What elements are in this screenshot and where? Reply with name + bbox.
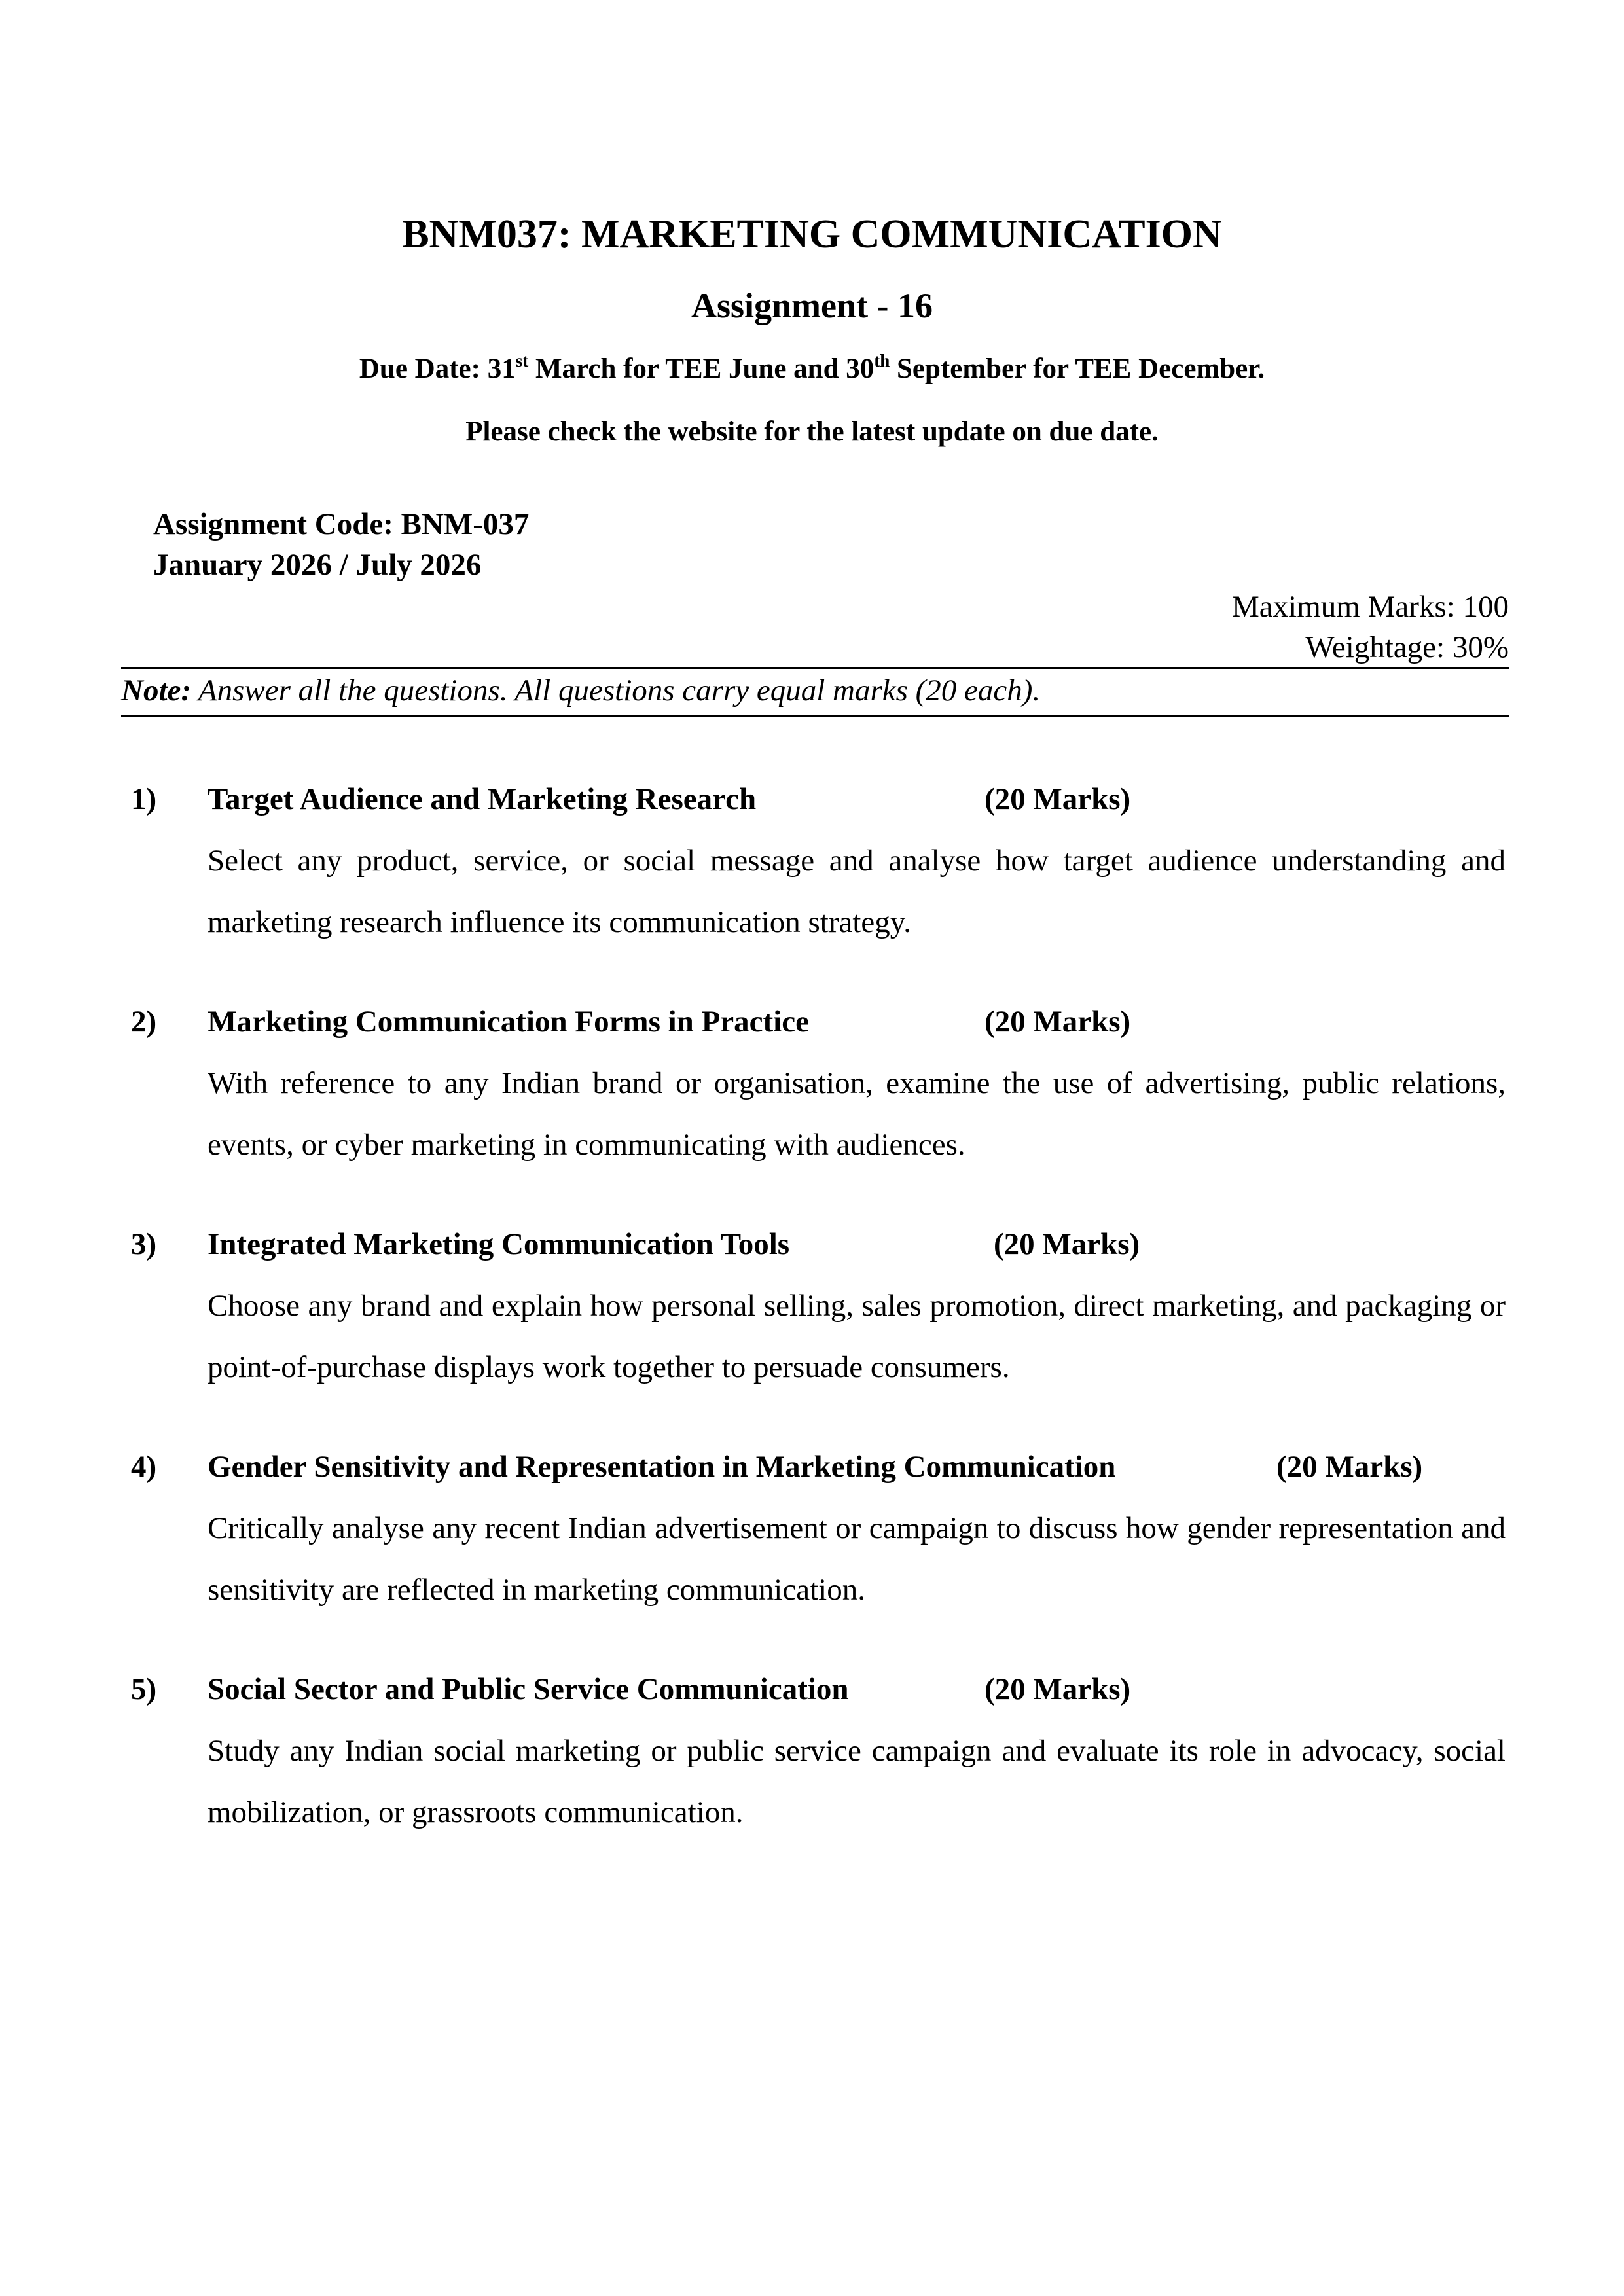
maximum-marks: Maximum Marks: 100 — [1232, 590, 1509, 624]
question-item — [0, 1221, 1624, 1384]
question-number: 1) — [131, 782, 157, 816]
note-label: Note: — [121, 673, 192, 708]
question-item — [0, 999, 1624, 1162]
note — [121, 670, 1040, 711]
assignment-code: Assignment Code: BNM-037 — [153, 507, 530, 541]
question-title: Marketing Communication Forms in Practice — [208, 1005, 809, 1039]
note-top-divider — [121, 667, 1509, 669]
question-number: 2) — [131, 1005, 157, 1039]
marks-block — [1232, 586, 1509, 668]
question-marks: (20 Marks) — [1276, 1450, 1423, 1484]
question-marks: (20 Marks) — [984, 1005, 1131, 1039]
due-date-suffix: September for TEE December. — [890, 353, 1265, 384]
question-title: Integrated Marketing Communication Tools — [208, 1227, 790, 1261]
question-heading — [0, 776, 1624, 822]
assignment-code-block — [153, 504, 529, 585]
update-note: Please check the website for the latest update on due date. — [465, 416, 1159, 447]
weightage: Weightage: 30% — [1305, 630, 1509, 664]
due-date-sup-st: st — [515, 351, 529, 370]
question-heading — [0, 1221, 1624, 1267]
question-item — [0, 1444, 1624, 1607]
question-body: Choose any brand and explain how personal selling, sales promotion, direct marketing, and packaging or point-of-purchase displays work together to persuade consumers. — [208, 1289, 1506, 1384]
question-body: Study any Indian social marketing or public service campaign and evaluate its role in advocacy, social mobilization, or grassroots communication. — [208, 1734, 1506, 1829]
due-date-middle: March for TEE June and 30 — [528, 353, 875, 384]
question-body: Critically analyse any recent Indian advertisement or campaign to discuss how gender representation and sensitivity are reflected in marketing communication. — [208, 1511, 1506, 1607]
note-bottom-divider — [121, 715, 1509, 717]
question-heading — [0, 999, 1624, 1045]
note-text: Answer all the questions. All questions carry equal marks (20 each). — [191, 673, 1041, 708]
assignment-number: Assignment - 16 — [691, 286, 933, 325]
question-number: 4) — [131, 1450, 157, 1484]
question-heading — [0, 1666, 1624, 1712]
question-item — [0, 776, 1624, 939]
question-marks: (20 Marks) — [984, 782, 1131, 816]
question-body: With reference to any Indian brand or organisation, examine the use of advertising, public relations, events, or cyber marketing in communicating with audiences. — [208, 1066, 1506, 1162]
question-title: Target Audience and Marketing Research — [208, 782, 757, 816]
due-date — [0, 350, 1624, 389]
question-title: Gender Sensitivity and Representation in Marketing Communication — [208, 1450, 1116, 1484]
due-date-prefix: Due Date: 31 — [359, 353, 516, 384]
page-title: BNM037: MARKETING COMMUNICATION — [402, 212, 1222, 257]
question-marks: (20 Marks) — [994, 1227, 1140, 1261]
question-item — [0, 1666, 1624, 1829]
question-number: 5) — [131, 1672, 157, 1706]
due-date-sup-th: th — [874, 351, 890, 370]
question-marks: (20 Marks) — [984, 1672, 1131, 1706]
question-heading — [0, 1444, 1624, 1490]
assignment-session: January 2026 / July 2026 — [153, 548, 482, 582]
question-number: 3) — [131, 1227, 157, 1261]
question-body: Select any product, service, or social message and analyse how target audience understanding and marketing research influence its communication strategy. — [208, 844, 1506, 939]
question-title: Social Sector and Public Service Communication — [208, 1672, 849, 1706]
